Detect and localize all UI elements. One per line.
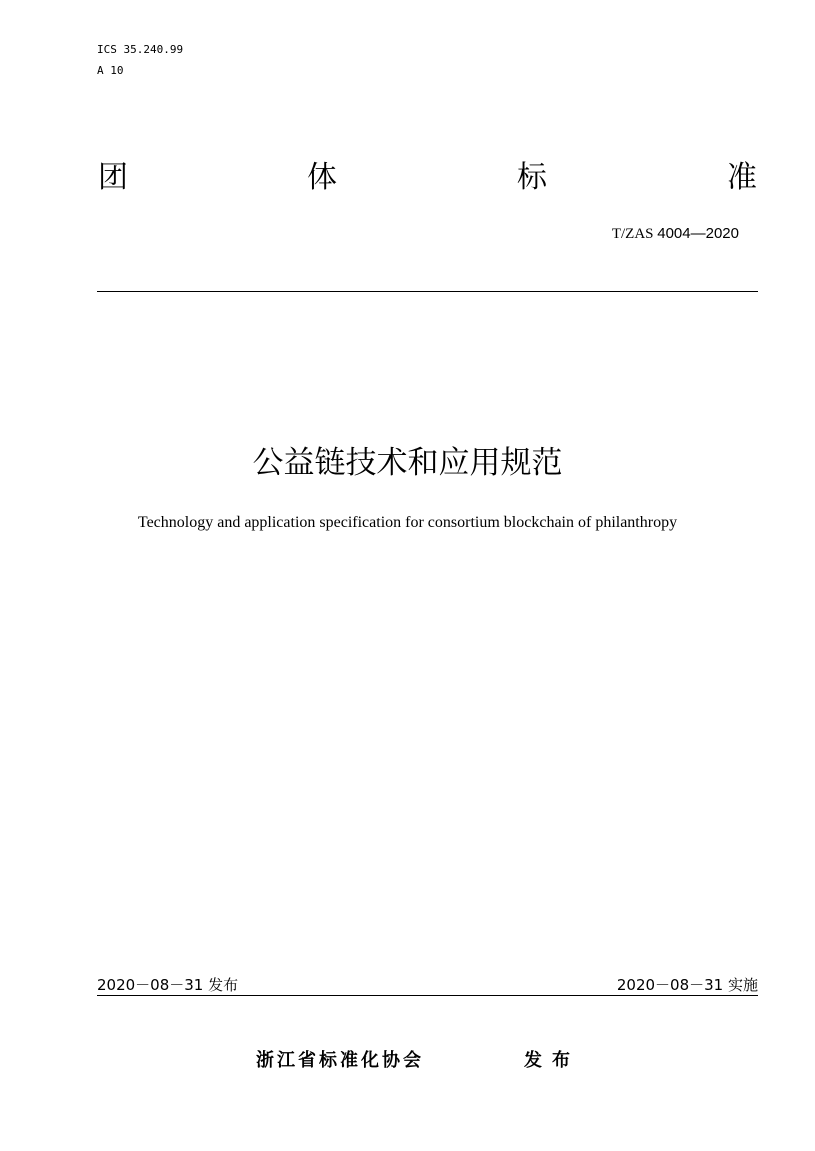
category-char: 标 xyxy=(517,160,547,195)
standard-number-value: 4004—2020 xyxy=(657,225,739,242)
implementation-date: 2020－08－31 实施 xyxy=(616,976,758,994)
document-title-english: Technology and application specification for consortium blockchain of philanthropy xyxy=(137,514,678,531)
document-title-chinese: 公益链技术和应用规范 xyxy=(252,445,563,481)
ccs-code: A 10 xyxy=(97,64,124,77)
standard-number xyxy=(612,224,739,244)
issuing-organization: 浙江省标准化协会 xyxy=(256,1050,424,1071)
category-char: 准 xyxy=(727,160,757,195)
issue-label: 发布 xyxy=(524,1050,580,1071)
ics-code: ICS 35.240.99 xyxy=(97,43,184,56)
date-divider xyxy=(97,995,758,996)
header-divider xyxy=(97,291,758,292)
publication-date: 2020－08－31 发布 xyxy=(97,976,239,994)
category-char: 团 xyxy=(98,160,128,195)
category-char: 体 xyxy=(307,160,337,195)
standard-number-prefix: T/ZAS xyxy=(611,226,658,242)
